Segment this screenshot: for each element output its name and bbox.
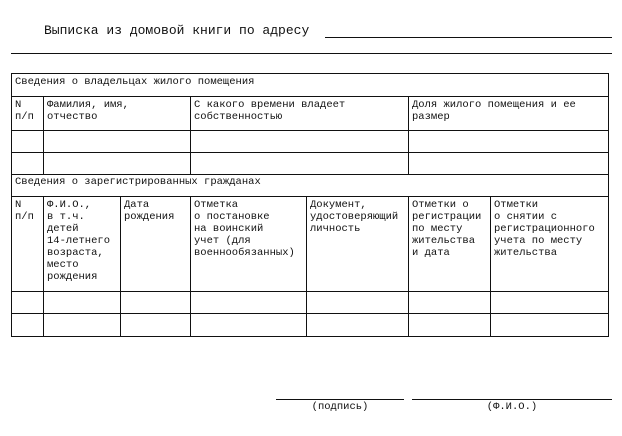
owners-table: [11, 73, 609, 175]
signature-line[interactable]: [276, 399, 404, 400]
column-header-registration-marks: Отметки о регистрации по месту жительства и дата: [409, 196, 491, 291]
table-cell[interactable]: [491, 313, 609, 336]
column-header-number: N п/п: [12, 97, 44, 131]
table-cell[interactable]: [44, 313, 121, 336]
column-header-share-size: Доля жилого помещения и ее размер: [409, 97, 609, 131]
table-cell[interactable]: [307, 313, 409, 336]
owners-section-title: Сведения о владельцах жилого помещения: [12, 74, 609, 97]
table-row: [12, 153, 609, 175]
table-cell[interactable]: [12, 313, 44, 336]
column-header-full-name: Фамилия, имя, отчество: [44, 97, 191, 131]
full-name-line[interactable]: [412, 399, 612, 400]
table-row: [12, 131, 609, 153]
table-cell[interactable]: [307, 291, 409, 313]
table-cell[interactable]: [121, 313, 191, 336]
signature-label: (подпись): [311, 401, 369, 413]
column-header-deregistration-marks: Отметки о снятии с регистрационного учета по месту жительства: [491, 196, 609, 291]
table-cell[interactable]: [409, 153, 609, 175]
table-row: [12, 291, 609, 313]
table-cell[interactable]: [121, 291, 191, 313]
address-field-line[interactable]: [325, 37, 612, 38]
table-cell[interactable]: [191, 153, 409, 175]
column-header-ownership-since: С какого времени владеет собственностью: [191, 97, 409, 131]
citizens-section-title: Сведения о зарегистрированных гражданах: [12, 174, 609, 196]
table-cell[interactable]: [409, 131, 609, 153]
table-row: [12, 313, 609, 336]
column-header-full-name-birthplace: Ф.И.О., в т.ч. детей 14-летнего возраста, место рождения: [44, 196, 121, 291]
address-field-line-2[interactable]: [11, 53, 612, 54]
table-cell[interactable]: [12, 153, 44, 175]
table-cell[interactable]: [491, 291, 609, 313]
registered-citizens-table: [11, 174, 609, 337]
table-cell[interactable]: [409, 291, 491, 313]
table-cell[interactable]: [191, 313, 307, 336]
column-header-birth-date: Дата рождения: [121, 196, 191, 291]
column-header-military-registration: Отметка о постановке на воинский учет (для военнообязанных): [191, 196, 307, 291]
table-cell[interactable]: [44, 131, 191, 153]
table-cell[interactable]: [44, 291, 121, 313]
table-cell[interactable]: [409, 313, 491, 336]
table-cell[interactable]: [12, 131, 44, 153]
table-cell[interactable]: [12, 291, 44, 313]
citizens-header-row: [12, 196, 609, 291]
owners-header-row: [12, 97, 609, 131]
table-cell[interactable]: [191, 131, 409, 153]
column-header-number: N п/п: [12, 196, 44, 291]
table-cell[interactable]: [44, 153, 191, 175]
table-cell[interactable]: [191, 291, 307, 313]
document-title: Выписка из домовой книги по адресу: [44, 23, 310, 38]
full-name-label: (Ф.И.О.): [486, 401, 538, 413]
column-header-identity-document: Документ, удостоверяющий личность: [307, 196, 409, 291]
